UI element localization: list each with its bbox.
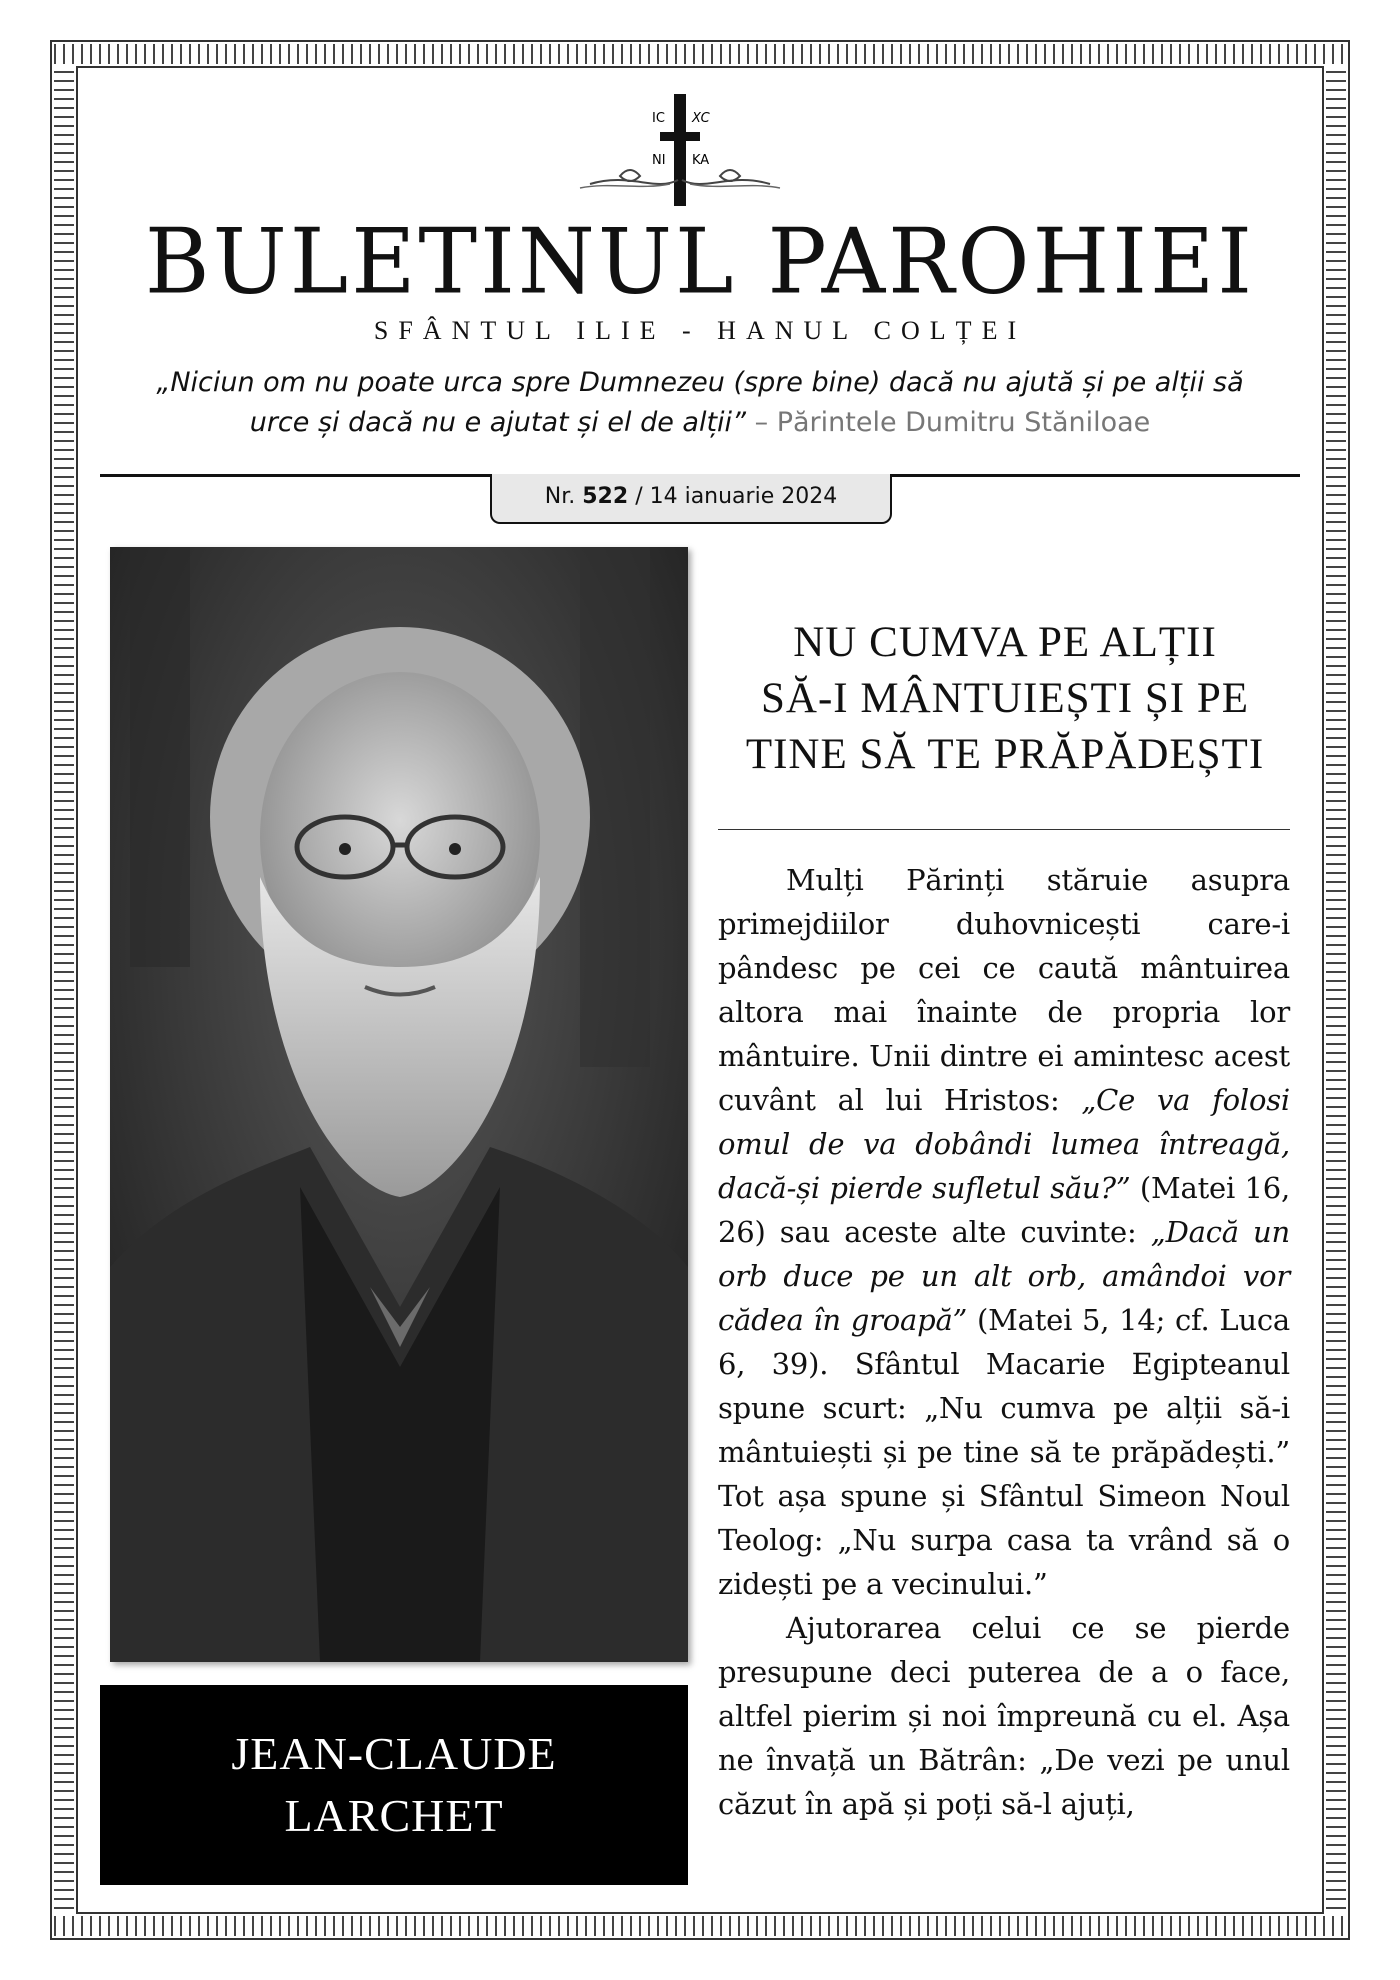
issue-prefix: Nr. bbox=[544, 484, 576, 509]
article-body bbox=[718, 858, 1290, 1826]
issue-date: / 14 ianuarie 2024 bbox=[635, 484, 838, 509]
scripture-quote: „Dacă un orb duce pe un alt orb, amândoi vor cădea în groapă” bbox=[718, 1215, 1290, 1337]
cross-emblem-icon bbox=[560, 92, 800, 212]
article-title-line: NU CUMVA PE ALȚII bbox=[793, 619, 1217, 666]
article-paragraph: Ajutorarea celui ce se pierde presupune deci puterea de a o face, altfel pierim și noi împreună cu el. Așa ne învață un Bătrân: „De vezi pe unul căzut în apă și poți să-l ajuți, bbox=[718, 1611, 1290, 1821]
article-divider bbox=[718, 829, 1290, 830]
author-last-name: LARCHET bbox=[284, 1790, 504, 1841]
article-title-line: SĂ-I MÂNTUIEȘTI ȘI PE bbox=[760, 675, 1250, 722]
issue-number: 522 bbox=[582, 484, 629, 509]
article-paragraph bbox=[718, 858, 1290, 1606]
author-portrait bbox=[110, 547, 688, 1662]
article-title-line: TINE SĂ TE PRĂPĂDEȘTI bbox=[745, 731, 1265, 778]
issue-badge bbox=[490, 474, 892, 524]
author-first-name: JEAN-CLAUDE bbox=[231, 1728, 557, 1779]
quote-text: „Niciun om nu poate urca spre Dumnezeu (spre bine) dacă nu ajută și pe alții să urce și dacă nu e ajutat și el de alții” bbox=[156, 367, 1244, 438]
article-title bbox=[715, 615, 1295, 783]
emblem-ic: IC bbox=[652, 111, 665, 126]
quote-author: – Părintele Dumitru Stăniloae bbox=[754, 407, 1151, 438]
paragraph-text: Mulți Părinți stăruie asupra primejdiilor duhovnicești care-i pândesc pe cei ce caută mântuirea altora mai înainte de propria lor mântuire. Unii dintre ei amintesc acest cuvânt al lui Hristos: bbox=[718, 863, 1290, 1117]
emblem-ka: KA bbox=[692, 153, 710, 168]
header-quote bbox=[130, 363, 1270, 443]
paragraph-text: (Matei 5, 14; cf. Luca 6, 39). Sfântul Macarie Egipteanul spune scurt: „Nu cumva pe alții să-i mântuiești și pe tine să te prăpădești.” Tot așa spune și Sfântul Simeon Noul Teolog: „Nu surpa casa ta vrând să o zidești pe a vecinului.” bbox=[718, 1303, 1290, 1601]
bulletin-title: BULETINUL PAROHIEI bbox=[144, 208, 1256, 315]
scripture-quote: „Ce va folosi omul de va dobândi lumea întreagă, dacă-și pierde sufletul său?” bbox=[718, 1083, 1290, 1205]
emblem-xc: XC bbox=[692, 111, 710, 126]
author-name-plate bbox=[100, 1685, 688, 1885]
parish-name: SFÂNTUL ILIE - HANUL COLȚEI bbox=[373, 316, 1027, 345]
emblem-ni: NI bbox=[652, 153, 666, 168]
paragraph-text: (Matei 16, 26) sau aceste alte cuvinte: bbox=[718, 1171, 1290, 1249]
